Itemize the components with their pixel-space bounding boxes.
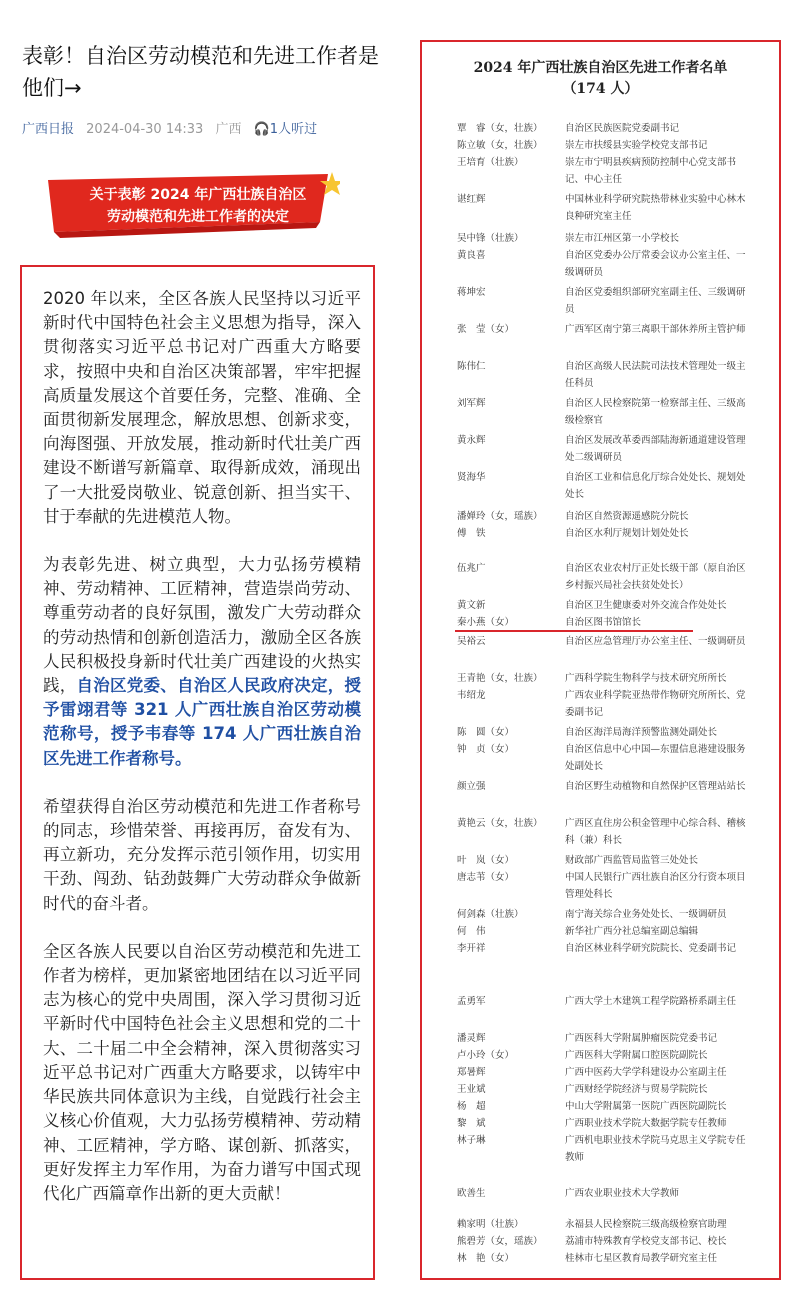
entry-name: 颜立强 (457, 781, 486, 792)
entry-position: 自治区党委办公厅常委会议办公室主任、一级调研员 (565, 250, 746, 278)
entry-position: 广西职业技术学院大数据学院专任教师 (565, 1118, 727, 1129)
entry-position: 广西医科大学附属肿瘤医院党委书记 (565, 1033, 718, 1044)
entry-position: 自治区野生动植物和自然保护区管理站站长 (565, 781, 746, 792)
entry-position: 广西科学院生物科学与技术研究所所长 (565, 673, 727, 684)
entry-name: 傅 铁 (457, 528, 486, 539)
paragraph-2-text: 为表彰先进、树立典型，大力弘扬劳模精神、劳动精神、工匠精神，营造崇尚劳动、尊重劳动者的良好氛围，激发广大劳动群众的劳动热情和创新创造活力，激励全区各族人民积极投身新时代壮美广西建设的火热实践， (43, 555, 361, 696)
entry-name: 赖家明（壮族） (457, 1219, 524, 1230)
entry-name: 陈 圆（女） (457, 727, 515, 738)
entry-name: 杨 超 (457, 1101, 486, 1112)
listen-button[interactable] (254, 122, 317, 137)
entry-name: 黄艳云（女，壮族） (457, 818, 543, 829)
entry-name: 黄良喜 (457, 250, 486, 261)
entry-position: 自治区高级人民法院司法技术管理处一级主任科员 (565, 361, 746, 389)
publish-datetime: 2024-04-30 14:33 (86, 122, 204, 137)
headphones-icon: 🎧 (253, 122, 270, 137)
entry-position: 广西农业科学院亚热带作物研究所所长、党委副书记 (565, 690, 746, 718)
entry-position: 自治区人民检察院第一检察部主任、三级高级检察官 (565, 398, 746, 426)
entry-name: 孟勇军 (457, 996, 486, 1007)
paragraph-2-highlight: 自治区党委、自治区人民政府决定，授予雷翊君等 321 人广西壮族自治区劳动模范称号，授予韦春等 174 人广西壮族自治区先进工作者称号。 (43, 676, 361, 768)
entry-name: 何剑森（壮族） (457, 909, 524, 920)
entry-name: 林 艳（女） (457, 1253, 515, 1264)
entry-position: 自治区农业农村厅正处长级干部（原自治区乡村振兴局社会扶贫处处长） (565, 563, 746, 591)
entry-name: 欧善生 (457, 1188, 486, 1199)
entry-position: 中国林业科学研究院热带林业实验中心林木良种研究室主任 (565, 194, 746, 222)
paragraph-3: 希望获得自治区劳动模范和先进工作者称号的同志，珍惜荣誉、再接再厉，奋发有为、再立新功，充分发挥示范引领作用，切实用干劲、闯劲、钻劲鼓舞广大劳动群众争做新时代的奋斗者。 (43, 796, 361, 913)
entry-position: 自治区信息中心中国—东盟信息港建设服务处副处长 (565, 744, 746, 772)
entry-position: 广西医科大学附属口腔医院副院长 (565, 1050, 708, 1061)
entry-name: 黄文新 (457, 600, 486, 611)
source-link[interactable]: 广西日报 (22, 122, 75, 137)
entry-name: 陈立敏（女，壮族） (457, 140, 543, 151)
entry-position: 永福县人民检察院三级高级检察官助理 (565, 1219, 727, 1230)
entry-position: 桂林市七星区教育局教学研究室主任 (565, 1253, 718, 1264)
entry-name: 熊碧芳（女，瑶族） (457, 1236, 543, 1247)
paragraph-4: 全区各族人民要以自治区劳动模范和先进工作者为榜样，更加紧密地团结在以习近平同志为核心的党中央周围，深入学习贯彻习近平新时代中国特色社会主义思想和党的二十大、二十届二中全会精神，深入贯彻落实习近平总书记对广西重大方略要求，以铸牢中华民族共同体意识为主线，自觉践行社会主义核心价值观，大力弘扬劳模精神、劳动精神、工匠精神，学方略、谋创新、抓落实，更好发挥主力军作用，为奋力谱写中国式现代化广西篇章作出新的更大贡献！ (43, 941, 361, 1203)
entry-name: 黄永辉 (457, 435, 486, 446)
entry-name: 唐志苇（女） (457, 872, 515, 883)
list-count: （174 人） (562, 81, 639, 97)
entry-position: 自治区自然资源遥感院分院长 (565, 511, 689, 522)
entry-position: 广西机电职业技术学院马克思主义学院专任教师 (565, 1135, 746, 1163)
entry-name: 王业斌 (457, 1084, 486, 1095)
entry-name: 钟 贞（女） (457, 744, 515, 755)
entry-name: 黎 斌 (457, 1118, 486, 1129)
entry-position: 广西财经学院经济与贸易学院院长 (565, 1084, 708, 1095)
entry-position: 广西中医药大学学科建设办公室副主任 (565, 1067, 727, 1078)
entry-position: 新华社广西分社总编室副总编辑 (565, 926, 699, 937)
entry-name: 何 伟 (457, 926, 486, 937)
entry-position: 自治区林业科学研究院院长、党委副书记 (565, 943, 737, 954)
entry-position: 自治区卫生健康委对外交流合作处处长 (565, 600, 727, 611)
entry-name: 卢小玲（女） (457, 1050, 515, 1061)
entry-position: 自治区水利厅规划计划处处长 (565, 528, 689, 539)
listen-count: 1人听过 (269, 122, 318, 137)
entry-name: 林子琳 (457, 1135, 486, 1146)
entry-name: 吴裕云 (457, 636, 486, 647)
entry-position: 崇左市江州区第一小学校长 (565, 233, 680, 244)
entry-name: 蒋坤宏 (457, 287, 486, 298)
entry-name: 谌红辉 (457, 194, 486, 205)
highlight-underline (455, 630, 693, 632)
entry-position: 广西军区南宁第三离职干部休养所主管护师 (565, 324, 746, 335)
entry-name: 王培育（壮族） (457, 157, 524, 168)
entry-name: 刘军辉 (457, 398, 486, 409)
entry-position: 自治区党委组织部研究室副主任、三级调研员 (565, 287, 746, 315)
entry-name: 潘灵辉 (457, 1033, 486, 1044)
entry-position: 南宁海关综合业务处处长、一级调研员 (565, 909, 727, 920)
article-title: 表彰！自治区劳动模范和先进工作者是他们→ (22, 44, 379, 100)
article-meta (22, 118, 317, 137)
entry-position: 崇左市扶绥县实验学校党支部书记 (565, 140, 708, 151)
entry-name: 覃 睿（女，壮族） (457, 123, 543, 134)
entry-position: 自治区发展改革委西部陆海新通道建设管理处二级调研员 (565, 435, 746, 463)
paragraph-2 (43, 553, 361, 771)
banner-line-2: 劳动模范和先进工作者的决定 (107, 209, 289, 225)
region-label: 广西 (215, 122, 242, 137)
entry-name: 李开祥 (457, 943, 486, 954)
entry-name: 吴中锋（壮族） (457, 233, 524, 244)
list-title: 2024 年广西壮族自治区先进工作者名单 (473, 60, 728, 76)
entry-position: 中国人民银行广西壮族自治区分行资本项目管理处科长 (565, 872, 746, 900)
list-title-block (420, 58, 781, 100)
entry-position: 自治区海洋局海洋预警监测处副处长 (565, 727, 718, 738)
entry-name: 叶 岚（女） (457, 855, 515, 866)
entry-position: 崇左市宁明县疾病预防控制中心党支部书记、中心主任 (565, 157, 737, 185)
entry-position: 自治区图书馆馆长 (565, 617, 642, 628)
entry-position: 自治区工业和信息化厅综合处处长、规划处处长 (565, 472, 746, 500)
entry-name: 秦小燕（女） (457, 617, 515, 628)
banner-line-1: 关于表彰 2024 年广西壮族自治区 (89, 187, 307, 203)
entry-name: 韦绍龙 (457, 690, 486, 701)
decision-banner (48, 170, 340, 242)
paragraph-1: 2020 年以来，全区各族人民坚持以习近平新时代中国特色社会主义思想为指导，深入贯彻落实习近平总书记对广西重大方略要求，按照中央和自治区决策部署，牢牢把握高质量发展这个首要任务，完整、准确、全面贯彻新发展理念，解放思想、创新求变，向海图强、开放发展，推动新时代壮美广西建设不断谱写新篇章、取得新成效，涌现出了一大批爱岗敬业、锐意创新、担当实干、甘于奉献的先进模范人物。 (43, 289, 361, 526)
entry-name: 潘婵玲（女，瑶族） (457, 511, 543, 522)
entry-position: 广西大学土木建筑工程学院路桥系副主任 (565, 996, 737, 1007)
entry-name: 张 莹（女） (457, 324, 515, 335)
entry-position: 自治区民族医院党委副书记 (565, 123, 680, 134)
entry-position: 广西区直住房公积金管理中心综合科、稽核科（兼）科长 (565, 818, 746, 846)
entry-position: 广西农业职业技术大学教师 (565, 1188, 680, 1199)
article-body (43, 287, 361, 1230)
entry-position: 中山大学附属第一医院广西医院副院长 (565, 1101, 727, 1112)
entry-position: 自治区应急管理厅办公室主任、一级调研员 (565, 636, 746, 647)
entry-name: 陈伟仁 (457, 361, 486, 372)
entry-name: 贤海华 (457, 472, 486, 483)
entry-name: 伍兆广 (457, 563, 486, 574)
entry-name: 王青艳（女，壮族） (457, 673, 543, 684)
entry-name: 郑暑辉 (457, 1067, 486, 1078)
entry-position: 荔浦市特殊教育学校党支部书记、校长 (565, 1236, 727, 1247)
entry-position: 财政部广西监管局监管三处处长 (565, 855, 699, 866)
